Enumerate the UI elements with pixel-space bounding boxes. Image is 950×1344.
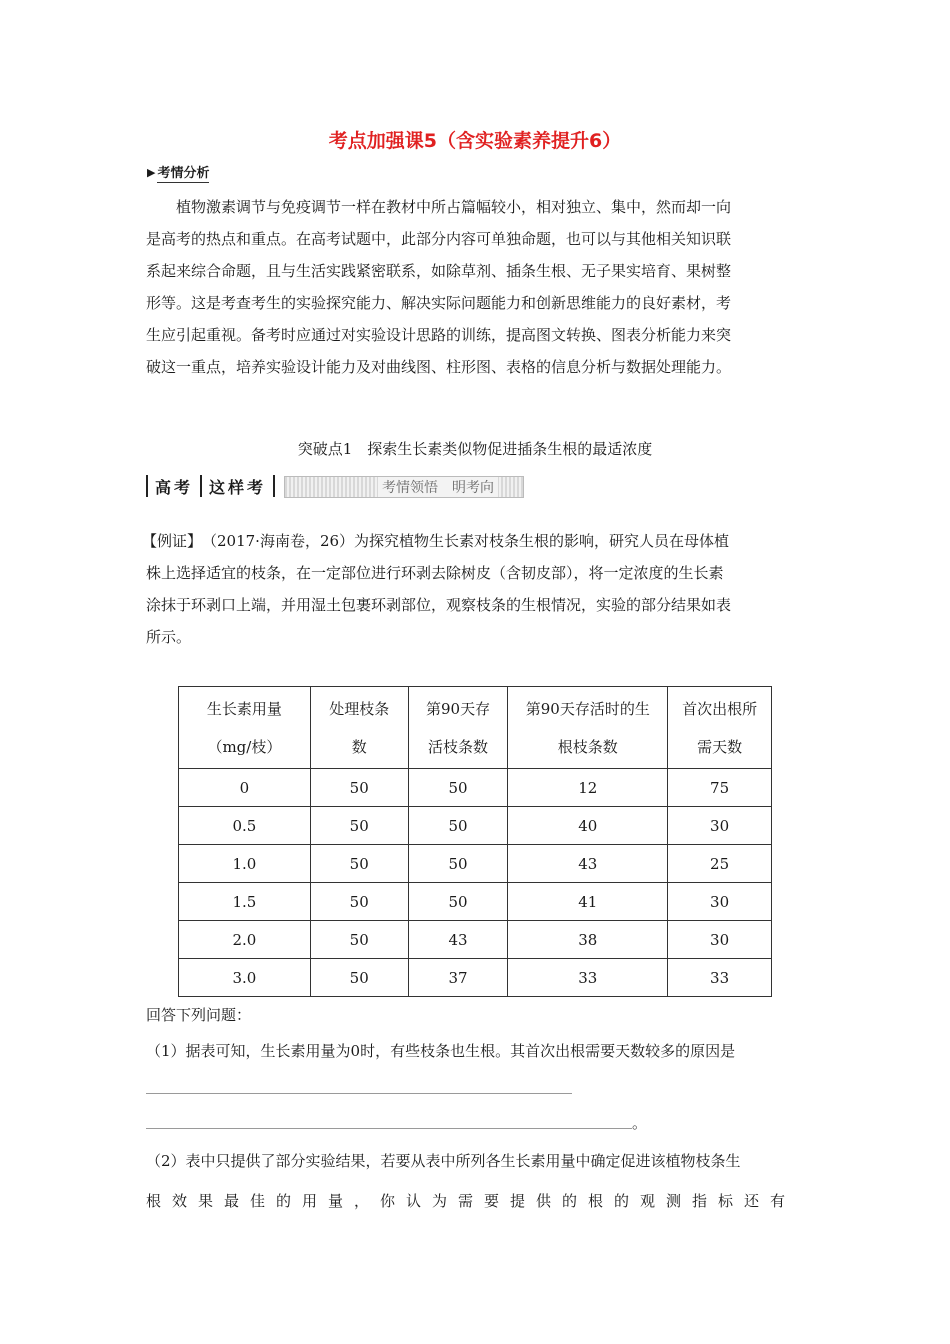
- banner-text: 考情领悟 明考向: [378, 477, 498, 497]
- table-row: [179, 845, 772, 883]
- table-header-cell: 处理枝条 数: [310, 687, 408, 769]
- table-cell: 50: [408, 883, 508, 921]
- table-cell: 43: [508, 845, 668, 883]
- table-cell: 0: [179, 769, 311, 807]
- table-cell: 30: [668, 883, 772, 921]
- table-cell: 37: [408, 959, 508, 997]
- table-header-cell: 第90天存 活枝条数: [408, 687, 508, 769]
- section-label: 考情分析: [157, 162, 209, 183]
- table-cell: 1.5: [179, 883, 311, 921]
- intro-line: 形等。这是考查考生的实验探究能力、解决实际问题能力和创新思维能力的良好素材，考: [146, 294, 732, 312]
- table-header-row: [179, 687, 772, 769]
- table-cell: 50: [310, 845, 408, 883]
- table-row: [179, 807, 772, 845]
- table-cell: 50: [408, 807, 508, 845]
- table-cell: 0.5: [179, 807, 311, 845]
- triangle-right-icon: ▶: [147, 166, 156, 179]
- question-2-line: 根效果最佳的用量，你认为需要提供的根的观测指标还有: [146, 1192, 797, 1210]
- answer-prompt: 回答下列问题：: [146, 1006, 252, 1024]
- table-header-cell: 首次出根所 需天数: [668, 687, 772, 769]
- table-cell: 43: [408, 921, 508, 959]
- example-line: 株上选择适宜的枝条，在一定部位进行环剥去除树皮（含韧皮部），将一定浓度的生长素: [146, 564, 724, 582]
- example-paragraph: [142, 526, 810, 656]
- table-header-cell: 生长素用量 （mg/枝）: [179, 687, 311, 769]
- table-cell: 38: [508, 921, 668, 959]
- table-row: [179, 769, 772, 807]
- intro-line: 生应引起重视。备考时应通过对实验设计思路的训练，提高图文转换、图表分析能力来突: [146, 326, 732, 344]
- table-cell: 30: [668, 921, 772, 959]
- table-cell: 50: [408, 769, 508, 807]
- breakthrough-title: 突破点1 探索生长素类似物促进插条生根的最适浓度: [297, 440, 653, 458]
- banner-label: [146, 472, 275, 500]
- intro-line: 破这一重点，培养实验设计能力及对曲线图、柱形图、表格的信息分析与数据处理能力。: [146, 358, 732, 376]
- intro-line: 系起来综合命题，且与生活实践紧密联系，如除草剂、插条生根、无子果实培育、果树整: [146, 262, 732, 280]
- table-header-cell: 第90天存活时的生 根枝条数: [508, 687, 668, 769]
- table-cell: 41: [508, 883, 668, 921]
- table-cell: 1.0: [179, 845, 311, 883]
- table-row: [179, 883, 772, 921]
- table-cell: 33: [668, 959, 772, 997]
- table-row: [179, 959, 772, 997]
- table-row: [179, 921, 772, 959]
- intro-paragraph: [146, 192, 810, 392]
- table-cell: 12: [508, 769, 668, 807]
- table-cell: 75: [668, 769, 772, 807]
- question-1: （1）据表可知，生长素用量为0时，有些枝条也生根。其首次出根需要天数较多的原因是: [146, 1042, 736, 1060]
- example-line: 所示。: [146, 628, 192, 646]
- question-2-line: （2）表中只提供了部分实验结果，若要从表中所列各生长素用量中确定促进该植物枝条生: [146, 1152, 741, 1170]
- example-line: 【例证】 （2017·海南卷，26）为探究植物生长素对枝条生根的影响，研究人员在母体植: [142, 532, 730, 550]
- answer-line: [146, 1093, 572, 1094]
- example-line: 涂抹于环剥口上端，并用湿土包裹环剥部位，观察枝条的生根情况，实验的部分结果如表: [146, 596, 732, 614]
- table-cell: 40: [508, 807, 668, 845]
- table-cell: 50: [408, 845, 508, 883]
- intro-line: 是高考的热点和重点。在高考试题中，此部分内容可单独命题，也可以与其他相关知识联: [146, 230, 732, 248]
- table-cell: 50: [310, 921, 408, 959]
- table-cell: 50: [310, 807, 408, 845]
- table-cell: 50: [310, 959, 408, 997]
- table-cell: 3.0: [179, 959, 311, 997]
- banner-seg2: 这样考: [209, 477, 267, 497]
- table-cell: 30: [668, 807, 772, 845]
- table-cell: 50: [310, 883, 408, 921]
- page-title: 考点加强课5（含实验素养提升6）: [328, 130, 622, 152]
- banner-seg1: 高考: [155, 477, 194, 497]
- intro-line: 植物激素调节与免疫调节一样在教材中所占篇幅较小，相对独立、集中，然而却一向: [176, 198, 732, 216]
- answer-line: [146, 1128, 632, 1129]
- table-cell: 25: [668, 845, 772, 883]
- table-cell: 50: [310, 769, 408, 807]
- table-cell: 2.0: [179, 921, 311, 959]
- section-header: [147, 162, 209, 183]
- results-table: [178, 686, 772, 997]
- exam-banner: [146, 472, 524, 500]
- table-cell: 33: [508, 959, 668, 997]
- question-1-end: 。: [632, 1114, 648, 1132]
